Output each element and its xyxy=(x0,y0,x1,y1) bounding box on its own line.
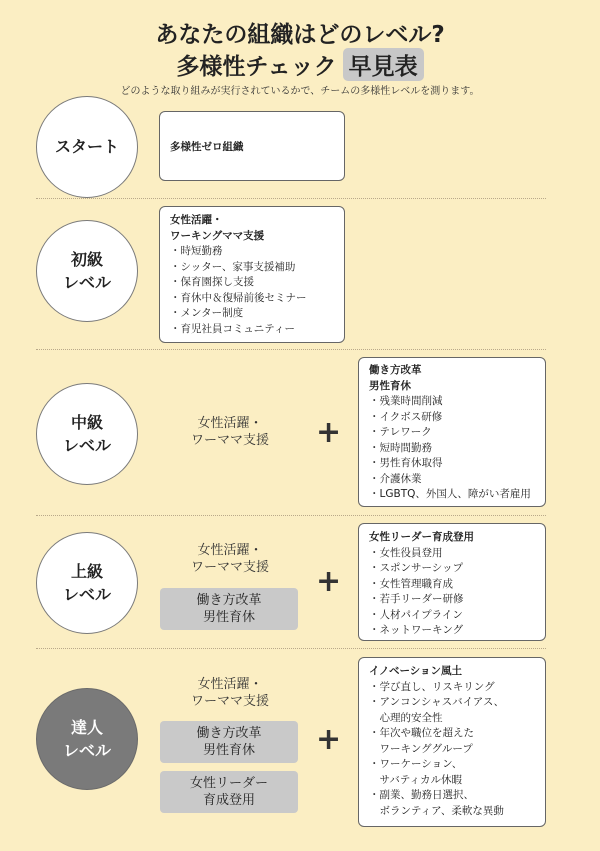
prereq-line: ワーママ支援 xyxy=(190,433,269,448)
list-item: ・男性育休取得 xyxy=(369,457,443,469)
plus-icon: + xyxy=(316,415,342,450)
level-box-intermediate xyxy=(358,357,546,507)
plus-icon: + xyxy=(316,564,342,599)
title-badge: 早見表 xyxy=(343,48,424,81)
page-title: あなたの組織はどのレベル? xyxy=(155,22,445,48)
list-item: ・女性管理職育成 xyxy=(369,577,453,590)
prereq-line: 女性活躍・ xyxy=(197,677,263,692)
item-list xyxy=(369,680,535,820)
list-item: ・女性役員登用 xyxy=(369,546,443,559)
list-item: ・ネットワーキング xyxy=(369,624,464,636)
box-head: 男性育休 xyxy=(369,379,411,392)
level-label: レベル xyxy=(62,585,111,604)
item-list xyxy=(369,546,535,639)
list-item: ・人材パイプライン xyxy=(369,608,463,621)
prereq-text xyxy=(160,542,300,576)
box-head: 女性リーダー育成登用 xyxy=(369,531,474,543)
prereq-line: 女性活躍・ xyxy=(197,543,263,558)
prereq-line: 女性活躍・ xyxy=(197,416,263,431)
prereq-line: 働き方改革 xyxy=(196,726,262,741)
level-circle-master xyxy=(36,688,138,790)
prereq-line: 男性育休 xyxy=(202,610,255,625)
level-box-master xyxy=(358,657,546,827)
list-item: ・育休中＆復帰前後セミナー xyxy=(170,291,307,304)
divider xyxy=(36,515,546,516)
prereq-line: 働き方改革 xyxy=(196,593,262,608)
item-list xyxy=(170,244,334,337)
level-box-beginner xyxy=(159,206,345,343)
level-label: 達人 xyxy=(70,717,103,737)
box-head: 多様性ゼロ組織 xyxy=(170,141,244,153)
level-label: レベル xyxy=(62,273,111,292)
prereq-badge xyxy=(160,721,298,763)
plus-icon: + xyxy=(316,722,342,757)
list-item: ワーキンググループ xyxy=(369,742,473,755)
list-item: ボランティア、柔軟な異動 xyxy=(369,804,504,817)
box-head: ワーキングママ支援 xyxy=(170,229,265,242)
level-circle-start xyxy=(36,96,138,198)
prereq-badge xyxy=(160,588,298,630)
level-box-start xyxy=(159,111,345,181)
list-item: ・シッター、家事支援補助 xyxy=(170,260,296,273)
box-head: 女性活躍・ xyxy=(170,214,223,226)
level-circle-beginner xyxy=(36,220,138,322)
list-item: ・若手リーダー研修 xyxy=(369,593,464,605)
item-list xyxy=(369,394,535,503)
level-circle-intermediate xyxy=(36,383,138,485)
list-item: ・ワーケーション、 xyxy=(369,758,463,770)
page-title-line2 xyxy=(0,48,600,81)
prereq-line: ワーママ支援 xyxy=(190,694,269,709)
list-item: ・メンター制度 xyxy=(170,307,244,319)
prereq-line: 男性育休 xyxy=(202,743,255,758)
prereq-line: ワーママ支援 xyxy=(190,560,269,575)
prereq-line: 育成登用 xyxy=(202,793,255,808)
divider xyxy=(36,198,546,199)
box-head: イノベーション風土 xyxy=(369,665,463,677)
list-item: ・保育園探し支援 xyxy=(170,276,254,288)
subtitle: どのような取り組みが実行されているかで、チームの多様性レベルを測ります。 xyxy=(120,86,480,97)
list-item: ・年次や職位を超えた xyxy=(369,727,474,739)
title-text: 多様性チェック xyxy=(176,54,337,80)
list-item: ・スポンサーシップ xyxy=(369,562,464,574)
level-label: レベル xyxy=(62,741,111,760)
list-item: ・育児社員コミュニティー xyxy=(170,322,295,335)
list-item: ・介護休業 xyxy=(369,472,422,485)
prereq-text xyxy=(160,676,300,710)
list-item: ・短時間勤務 xyxy=(369,441,432,454)
prereq-text xyxy=(160,415,300,449)
list-item: ・副業、勤務日選択、 xyxy=(369,789,474,801)
list-item: ・学び直し、リスキリング xyxy=(369,680,495,693)
level-box-advanced xyxy=(358,523,546,641)
box-head: 働き方改革 xyxy=(369,364,422,376)
level-label: レベル xyxy=(62,436,111,455)
divider xyxy=(36,349,546,350)
level-label: 初級 xyxy=(70,249,103,269)
list-item: ・アンコンシャスバイアス、 xyxy=(369,696,505,708)
level-circle-advanced xyxy=(36,532,138,634)
list-item: ・時短勤務 xyxy=(170,245,223,257)
prereq-line: 女性リーダー xyxy=(189,776,268,791)
list-item: ・残業時間削減 xyxy=(369,395,443,407)
list-item: ・テレワーク xyxy=(369,426,432,438)
level-label: スタート xyxy=(54,137,119,157)
level-label: 上級 xyxy=(70,561,103,581)
list-item: サバティカル休暇 xyxy=(369,773,463,786)
list-item: 心理的安全性 xyxy=(369,711,443,724)
level-label: 中級 xyxy=(70,412,103,432)
divider xyxy=(36,648,546,649)
list-item: ・イクボス研修 xyxy=(369,410,443,423)
list-item: ・LGBTQ、外国人、障がい者雇用 xyxy=(369,488,531,500)
prereq-badge xyxy=(160,771,298,813)
